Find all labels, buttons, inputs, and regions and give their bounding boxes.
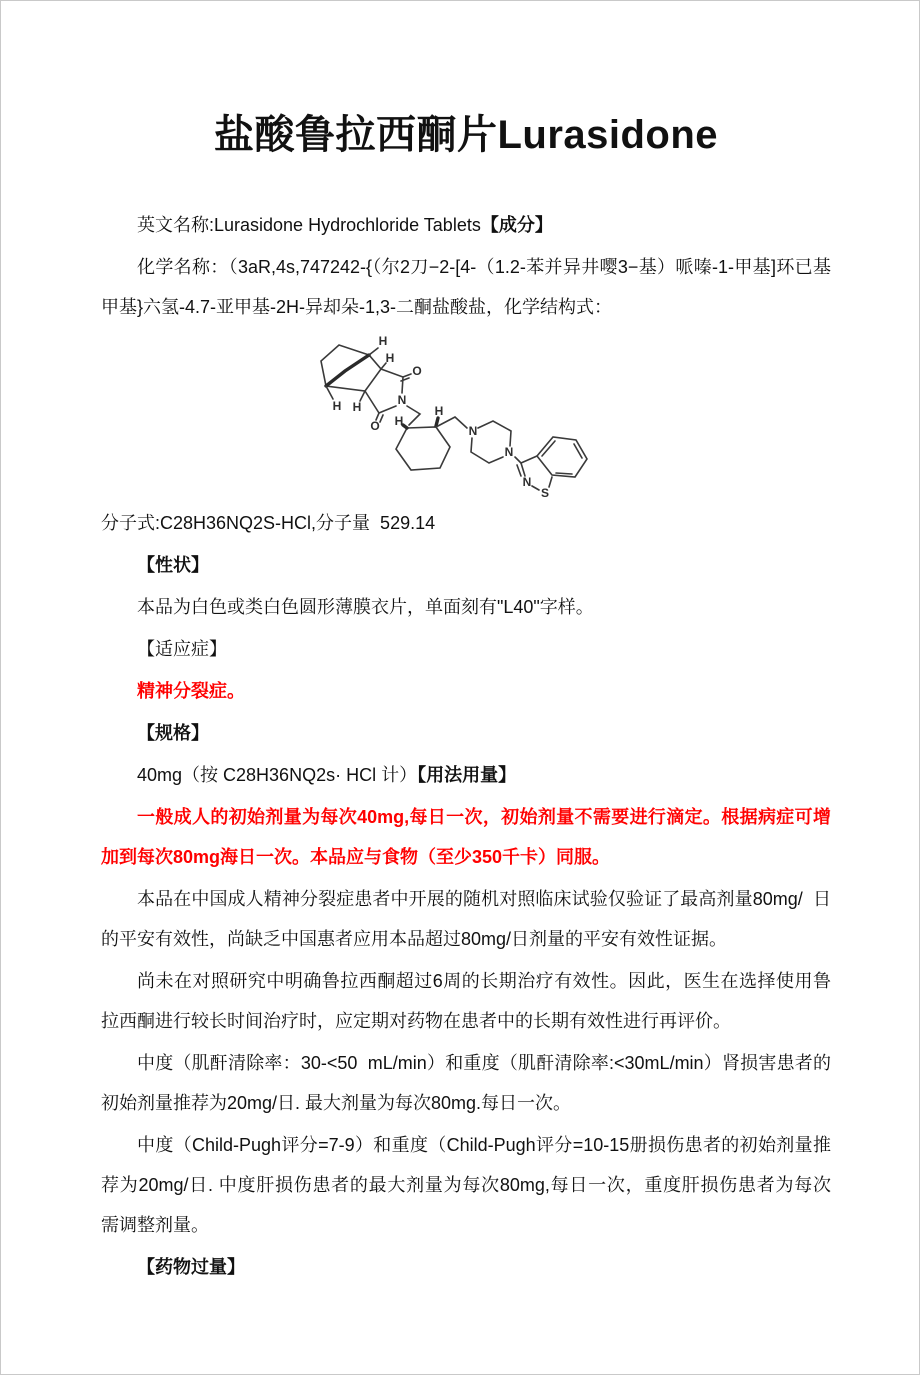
methylene-link-bond xyxy=(436,417,467,428)
isothiazole-ring-bond xyxy=(532,486,539,490)
molecular-formula-line: 分子式:C28H36NQ2S-HCl,分子量 529.14 xyxy=(101,513,436,533)
n-atom-label: N xyxy=(504,445,514,459)
heading-properties: 【性状】 xyxy=(137,555,209,575)
wedge-h-bond xyxy=(403,425,407,428)
dosage-paragraph-hepatic: 中度（Child-Pugh评分=7-9）和重度（Child-Pugh评分=10-15册损伤患者的初始剂量推 荐为20mg/日. 中度肝损伤患者的最大剂量为每次80mg,每日一次，重度肝损伤患者为每次 需调整剂量。 xyxy=(101,1135,842,1235)
n-atom-label: N xyxy=(522,475,532,489)
heading-indications: 【适应症】 xyxy=(137,639,227,659)
benzene-ring-bond xyxy=(537,437,587,477)
imide-ring-bond xyxy=(381,369,403,393)
properties-text: 本品为白色或类白色圆形薄膜衣片，单面刻有"L40"字样。 xyxy=(137,597,594,617)
h-atom-label: H xyxy=(332,399,342,413)
n-atom-label: N xyxy=(468,424,478,438)
h-bond xyxy=(369,348,378,355)
h-atom-label: H xyxy=(394,414,404,428)
heading-specification: 【规格】 xyxy=(137,723,209,743)
methylene-link-bond xyxy=(407,406,420,425)
benzene-double-bond xyxy=(556,473,572,474)
english-name-text: 英文名称:Lurasidone Hydrochloride Tablets xyxy=(137,215,481,235)
document-body xyxy=(1,111,919,1287)
lurasidone-structure-drawing xyxy=(299,329,621,501)
heading-dosage-inline: 【用法用量】 xyxy=(417,765,517,785)
norbornane-bridge-bond xyxy=(326,355,369,386)
h-bond xyxy=(326,386,333,399)
dosage-paragraph-longterm: 尚未在对照研究中明确鲁拉西酮超过6周的长期治疗有效性。因此，医生在选择使用鲁 拉西酮进行较长时间治疗时，应定期对药物在患者中的长期有效性进行再评价。 xyxy=(101,971,842,1031)
o-atom-label: O xyxy=(412,364,422,378)
carbonyl-double-bond xyxy=(380,415,383,422)
document-title: 盐酸鲁拉西酮片Lurasidone xyxy=(213,113,719,157)
h-atom-label: H xyxy=(434,404,444,418)
heading-overdose: 【药物过量】 xyxy=(137,1257,245,1277)
o-atom-label: O xyxy=(370,419,380,433)
n-atom-label: N xyxy=(397,393,407,407)
isothiazole-double-bond xyxy=(517,465,521,476)
carbonyl-bond xyxy=(403,374,411,377)
cyclohexane-ring-bond xyxy=(396,427,450,470)
chemical-name-paragraph: 化学名称：（3aR,4s,747242-{（尔2刀−2-[4-（1.2-苯并异井嘤3−基）哌嗪-1-甲基]环已基甲基}六氢-4.7-亚甲基-2H-异却朵-1,3-二酮盐酸盐，化学结构式： xyxy=(101,257,831,317)
isothiazole-ring-bond xyxy=(549,477,552,487)
isothiazole-ring-bond xyxy=(521,456,537,463)
s-atom-label: S xyxy=(540,486,550,500)
benzene-double-bond xyxy=(574,444,582,458)
aryl-link-bond xyxy=(515,457,521,463)
piperazine-ring-bond xyxy=(478,421,511,446)
h-atom-label: H xyxy=(352,400,362,414)
wedge-h-bond xyxy=(436,418,438,426)
section-label-chengfen: 【成分】 xyxy=(480,215,553,235)
specification-text: 40mg（按 C28H36NQ2s· HCl 计） xyxy=(137,765,418,785)
h-atom-label: H xyxy=(385,351,395,365)
dosage-paragraph-renal: 中度（肌酐清除率：30-<50 mL/min）和重度（肌酐清除率:<30mL/min）肾损害患者的初始剂量推荐为20mg/日. 最大剂量为每次80mg.每日一次。 xyxy=(101,1053,831,1113)
dosage-highlight-text: 一般成人的初始剂量为每次40mg,每日一次，初始剂量不需要进行滴定。根据病症可增 加到每次80mg海日一次。本品应与食物（至少350千卡）同服。 xyxy=(101,807,842,867)
indications-text: 精神分裂症。 xyxy=(137,681,245,701)
specification-line xyxy=(101,755,831,795)
h-atom-label: H xyxy=(378,334,388,348)
piperazine-ring-bond xyxy=(471,438,503,463)
imide-ring-bond xyxy=(365,391,396,413)
dosage-paragraph-trial: 本品在中国成人精神分裂症患者中开展的随机对照临床试验仅验证了最高剂量80mg/ 日的平安有效性，尚缺乏中国惠者应用本品超过80mg/日剂量的平安有效性证据。 xyxy=(101,889,831,949)
chemical-structure-image xyxy=(299,329,621,501)
english-name-line xyxy=(101,205,831,245)
